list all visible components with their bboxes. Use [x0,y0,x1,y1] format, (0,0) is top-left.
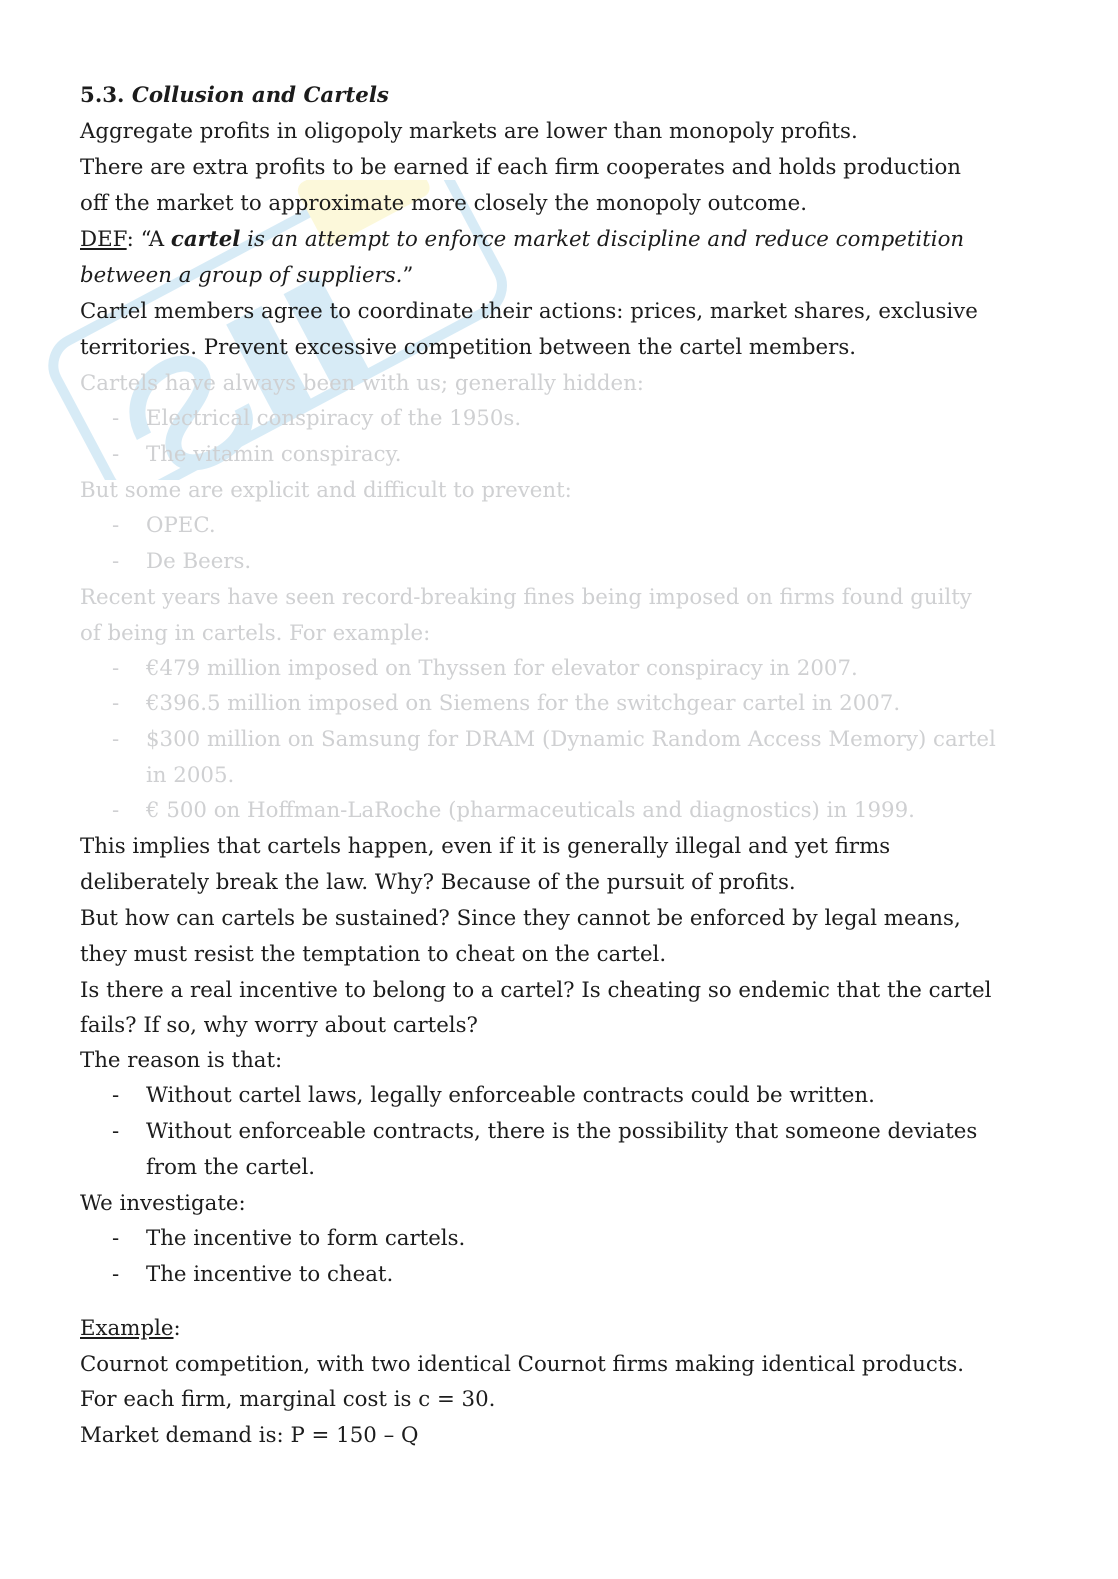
example-colon: : [173,1316,181,1341]
paragraph-line: fails? If so, why worry about cartels? [80,1013,478,1038]
bullet-dash: - [112,798,120,823]
bullet-item: Without enforceable contracts, there is the possibility that someone deviates [146,1119,978,1144]
paragraph-line: Is there a real incentive to belong to a cartel? Is cheating so endemic that the cartel [80,978,992,1003]
faded-bullet-item: € 500 on Hoffman-LaRoche (pharmaceuticals and diagnostics) in 1999. [146,798,915,823]
bullet-dash: - [112,1226,120,1251]
def-open: : “A [126,227,171,252]
faded-bullet-item: Electrical conspiracy of the 1950s. [146,406,522,431]
paragraph-line: Cournot competition, with two identical Cournot firms making identical products. [80,1352,965,1377]
faded-line: of being in cartels. For example: [80,621,431,646]
paragraph-line: The reason is that: [80,1048,283,1073]
section-number: 5.3. [80,83,125,108]
bullet-dash: - [112,549,120,574]
paragraph-line: they must resist the temptation to cheat on the cartel. [80,942,667,967]
faded-line: But some are explicit and difficult to prevent: [80,478,572,503]
def-text: is an attempt to enforce market discipline and reduce competition [240,227,965,252]
faded-bullet-item: The vitamin conspiracy. [146,442,402,467]
faded-bullet-item: OPEC. [146,513,216,538]
bullet-dash: - [112,656,120,681]
faded-bullet-item: $300 million on Samsung for DRAM (Dynamic Random Access Memory) cartel [146,727,996,752]
faded-bullet-item: €479 million imposed on Thyssen for elevator conspiracy in 2007. [146,656,858,681]
bullet-dash: - [112,442,120,467]
paragraph-line: This implies that cartels happen, even if it is generally illegal and yet firms [80,834,891,859]
example-heading [80,1311,181,1347]
paragraph-line: territories. Prevent excessive competition between the cartel members. [80,335,857,360]
bullet-item: The incentive to cheat. [146,1262,394,1287]
faded-bullet-item: De Beers. [146,549,252,574]
bullet-dash: - [112,1262,120,1287]
paragraph-line: Cartel members agree to coordinate their actions: prices, market shares, exclusive [80,299,978,324]
bullet-dash: - [112,1119,120,1144]
bullet-dash: - [112,691,120,716]
paragraph-line: deliberately break the law. Why? Because of the pursuit of profits. [80,870,796,895]
faded-line: Cartels have always been with us; generally hidden: [80,371,644,396]
def-term: cartel [170,227,241,252]
paragraph-line: We investigate: [80,1191,246,1216]
bullet-item: Without cartel laws, legally enforceable contracts could be written. [146,1083,875,1108]
section-title: Collusion and Cartels [131,83,389,108]
section-heading [80,78,389,114]
faded-line: Recent years have seen record-breaking fines being imposed on firms found guilty [80,585,972,610]
bullet-item: The incentive to form cartels. [146,1226,466,1251]
faded-bullet-item-continued: in 2005. [146,763,235,788]
definition-line [80,258,413,294]
paragraph-line: Aggregate profits in oligopoly markets are lower than monopoly profits. [80,119,858,144]
bullet-dash: - [112,406,120,431]
def-text: between a group of suppliers. [80,263,403,288]
bullet-dash: - [112,727,120,752]
bullet-dash: - [112,1083,120,1108]
definition-line [80,222,964,258]
def-close: ” [402,263,414,288]
paragraph-line: Market demand is: P = 150 – Q [80,1423,419,1448]
example-label: Example [80,1316,174,1341]
paragraph-line: But how can cartels be sustained? Since they cannot be enforced by legal means, [80,906,961,931]
paragraph-line: For each firm, marginal cost is c = 30. [80,1387,496,1412]
def-label: DEF [80,227,127,252]
paragraph-line: off the market to approximate more closely the monopoly outcome. [80,191,807,216]
bullet-dash: - [112,513,120,538]
paragraph-line: There are extra profits to be earned if each firm cooperates and holds production [80,155,961,180]
faded-bullet-item: €396.5 million imposed on Siemens for the switchgear cartel in 2007. [146,691,901,716]
bullet-item-continued: from the cartel. [146,1155,316,1180]
